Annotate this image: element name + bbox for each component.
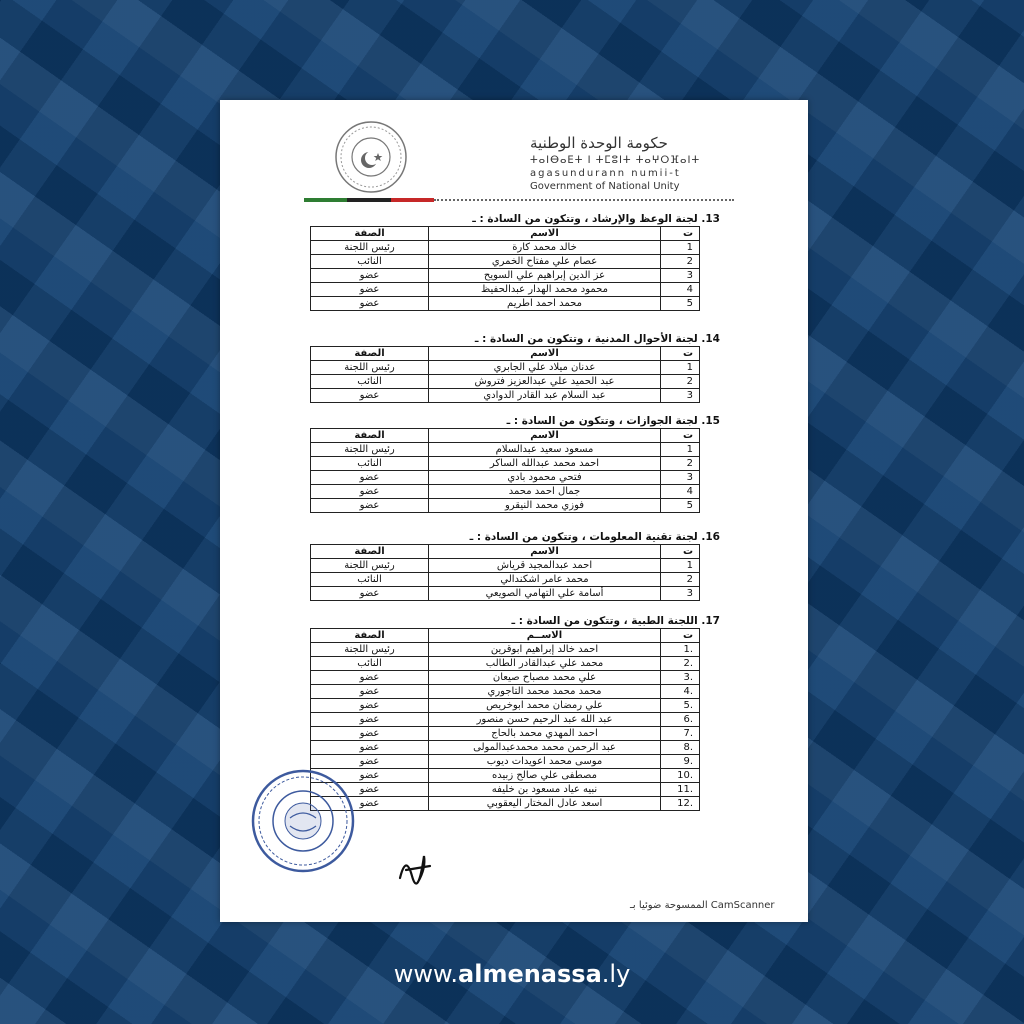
row-role: النائب xyxy=(311,573,429,587)
row-name: احمد عبدالمجيد قرياش xyxy=(429,559,661,573)
gov-name-arabic: حكومة الوحدة الوطنية xyxy=(530,134,668,152)
table-row xyxy=(311,443,700,457)
flag-black-stripe xyxy=(347,198,390,202)
col-header-num: ت xyxy=(661,629,700,643)
row-role: رئيس اللجنة xyxy=(311,361,429,375)
row-num: 1 xyxy=(661,443,700,457)
row-name: عصام علي مفتاح الخمري xyxy=(429,255,661,269)
row-role: النائب xyxy=(311,255,429,269)
table-row xyxy=(311,559,700,573)
row-role: عضو xyxy=(311,389,429,403)
site-url[interactable] xyxy=(0,960,1024,988)
url-suffix: .ly xyxy=(601,960,631,988)
row-name: أسامة علي التهامي الصويعي xyxy=(429,587,661,601)
row-num: 5 xyxy=(661,499,700,513)
row-num: .7 xyxy=(661,727,700,741)
row-name: نبيه عياد مسعود بن خليفه xyxy=(429,783,661,797)
table-header-row xyxy=(311,545,700,559)
header-divider xyxy=(434,199,734,201)
row-role: عضو xyxy=(311,283,429,297)
committee-section-13 xyxy=(310,212,720,311)
row-role: رئيس اللجنة xyxy=(311,559,429,573)
row-num: .2 xyxy=(661,657,700,671)
row-num: .5 xyxy=(661,699,700,713)
row-role: رئيس اللجنة xyxy=(311,643,429,657)
government-emblem-icon xyxy=(334,120,408,194)
row-role: عضو xyxy=(311,699,429,713)
table-row xyxy=(311,713,700,727)
row-num: 2 xyxy=(661,255,700,269)
flag-red-stripe xyxy=(391,198,434,202)
section-title: 16. لجنة تقنية المعلومات ، وتتكون من السادة : ـ xyxy=(469,531,720,543)
table-row xyxy=(311,375,700,389)
row-num: 1 xyxy=(661,361,700,375)
table-row xyxy=(311,255,700,269)
row-num: 2 xyxy=(661,375,700,389)
row-name: عدنان ميلاد علي الجابري xyxy=(429,361,661,375)
row-name: فوزي محمد النيقرو xyxy=(429,499,661,513)
row-num: .11 xyxy=(661,783,700,797)
col-header-role: الصفة xyxy=(311,629,429,643)
row-num: .12 xyxy=(661,797,700,811)
row-num: .6 xyxy=(661,713,700,727)
row-role: النائب xyxy=(311,375,429,389)
col-header-role: الصفة xyxy=(311,227,429,241)
row-role: عضو xyxy=(311,485,429,499)
committee-section-16 xyxy=(310,530,720,601)
col-header-role: الصفة xyxy=(311,429,429,443)
table-header-row xyxy=(311,347,700,361)
committee-table xyxy=(310,226,700,311)
table-header-row xyxy=(311,227,700,241)
row-role: عضو xyxy=(311,269,429,283)
row-num: .3 xyxy=(661,671,700,685)
col-header-role: الصفة xyxy=(311,347,429,361)
row-name: عبد الله عبد الرحيم حسن منصور xyxy=(429,713,661,727)
row-name: جمال احمد محمد xyxy=(429,485,661,499)
row-num: .1 xyxy=(661,643,700,657)
row-role: عضو xyxy=(311,587,429,601)
row-name: علي رمضان محمد ابوخريص xyxy=(429,699,661,713)
section-title: 13. لجنة الوعظ والإرشاد ، وتتكون من السادة : ـ xyxy=(472,213,720,225)
row-role: عضو xyxy=(311,713,429,727)
table-row xyxy=(311,361,700,375)
row-num: 2 xyxy=(661,573,700,587)
table-row xyxy=(311,573,700,587)
row-name: محمد محمد محمد التاجوري xyxy=(429,685,661,699)
row-num: 3 xyxy=(661,471,700,485)
col-header-num: ت xyxy=(661,347,700,361)
col-header-name: الاسم xyxy=(429,347,661,361)
scanner-watermark: الممسوحة ضوئيا بـ CamScanner xyxy=(630,900,775,911)
row-role: عضو xyxy=(311,297,429,311)
committee-table xyxy=(310,544,700,601)
row-role: عضو xyxy=(311,741,429,755)
row-name: احمد محمد عبدالله الساكر xyxy=(429,457,661,471)
row-num: .8 xyxy=(661,741,700,755)
row-role: عضو xyxy=(311,755,429,769)
section-title: 15. لجنة الجوازات ، وتتكون من السادة : ـ xyxy=(506,415,720,427)
url-brand: almenassa xyxy=(458,960,602,988)
row-name: محمد علي عبدالقادر الطالب xyxy=(429,657,661,671)
row-num: .4 xyxy=(661,685,700,699)
committee-section-17 xyxy=(310,614,720,811)
row-name: موسى محمد اعويدات ديوب xyxy=(429,755,661,769)
row-name: عز الدين إبراهيم علي السويح xyxy=(429,269,661,283)
row-num: 4 xyxy=(661,283,700,297)
table-header-row xyxy=(311,429,700,443)
row-role: عضو xyxy=(311,671,429,685)
col-header-name: الاسم xyxy=(429,227,661,241)
table-row xyxy=(311,727,700,741)
row-role: عضو xyxy=(311,471,429,485)
col-header-num: ت xyxy=(661,227,700,241)
row-role: النائب xyxy=(311,457,429,471)
row-name: عبد السلام عبد القادر الدوادي xyxy=(429,389,661,403)
row-role: عضو xyxy=(311,499,429,513)
table-row xyxy=(311,471,700,485)
row-name: فتحي محمود بادي xyxy=(429,471,661,485)
col-header-name: الاسم xyxy=(429,429,661,443)
table-row xyxy=(311,297,700,311)
row-num: .9 xyxy=(661,755,700,769)
table-row xyxy=(311,499,700,513)
table-row xyxy=(311,457,700,471)
gov-name-tifinagh: ⵜⴰⵏⴱⴰⴹⵜ ⵏ ⵜⵎⵓⵏⵜ ⵜⴰⵖⵔⴼⴰⵏⵜ xyxy=(530,155,701,166)
col-header-num: ت xyxy=(661,429,700,443)
committee-table xyxy=(310,628,700,811)
gov-name-latin: agasundurann numii-t xyxy=(530,168,681,179)
table-row xyxy=(311,485,700,499)
row-name: عبد الرحمن محمد محمدعبدالمولى xyxy=(429,741,661,755)
flag-band xyxy=(304,198,434,202)
committee-section-14 xyxy=(310,332,720,403)
row-role: عضو xyxy=(311,783,429,797)
row-role: رئيس اللجنة xyxy=(311,443,429,457)
row-name: مسعود سعيد عبدالسلام xyxy=(429,443,661,457)
row-num: .10 xyxy=(661,769,700,783)
document-page xyxy=(220,100,808,922)
row-name: احمد المهدي محمد بالحاج xyxy=(429,727,661,741)
table-row xyxy=(311,769,700,783)
row-num: 3 xyxy=(661,587,700,601)
row-name: علي محمد مصباح صيعان xyxy=(429,671,661,685)
row-name: محمد عامر اشكندالي xyxy=(429,573,661,587)
section-title: 14. لجنة الأحوال المدنية ، وتتكون من السادة : ـ xyxy=(474,333,720,345)
signature-icon xyxy=(396,848,436,886)
row-name: عبد الحميد علي عبدالعزيز فتروش xyxy=(429,375,661,389)
committee-table xyxy=(310,428,700,513)
flag-green-stripe xyxy=(304,198,347,202)
row-role: النائب xyxy=(311,657,429,671)
table-row xyxy=(311,797,700,811)
row-name: محمود محمد الهدار عبدالحفيظ xyxy=(429,283,661,297)
section-title: 17. اللجنة الطبية ، وتتكون من السادة : ـ xyxy=(511,615,720,627)
table-row xyxy=(311,283,700,297)
row-name: محمد احمد اطريم xyxy=(429,297,661,311)
row-num: 4 xyxy=(661,485,700,499)
col-header-role: الصفة xyxy=(311,545,429,559)
committee-table xyxy=(310,346,700,403)
row-num: 3 xyxy=(661,269,700,283)
table-row xyxy=(311,643,700,657)
row-num: 5 xyxy=(661,297,700,311)
committee-section-15 xyxy=(310,414,720,513)
row-role: عضو xyxy=(311,769,429,783)
row-name: اسعد عادل المختار اليعقوبي xyxy=(429,797,661,811)
table-row xyxy=(311,783,700,797)
row-role: عضو xyxy=(311,685,429,699)
table-row xyxy=(311,685,700,699)
col-header-num: ت xyxy=(661,545,700,559)
table-row xyxy=(311,657,700,671)
row-num: 3 xyxy=(661,389,700,403)
table-row xyxy=(311,241,700,255)
row-role: عضو xyxy=(311,797,429,811)
row-num: 2 xyxy=(661,457,700,471)
table-row xyxy=(311,389,700,403)
row-name: خالد محمد كارة xyxy=(429,241,661,255)
row-role: عضو xyxy=(311,727,429,741)
gov-name-english: Government of National Unity xyxy=(530,181,680,192)
row-num: 1 xyxy=(661,559,700,573)
table-row xyxy=(311,269,700,283)
official-stamp-icon xyxy=(250,768,356,874)
row-name: احمد خالد إبراهيم ابوقرين xyxy=(429,643,661,657)
url-prefix: www. xyxy=(393,960,459,988)
col-header-name: الاسم xyxy=(429,545,661,559)
row-role: رئيس اللجنة xyxy=(311,241,429,255)
table-row xyxy=(311,699,700,713)
col-header-name: الاســم xyxy=(429,629,661,643)
table-header-row xyxy=(311,629,700,643)
row-name: مصطفى علي صالح زبيده xyxy=(429,769,661,783)
government-header xyxy=(530,134,730,192)
table-row xyxy=(311,741,700,755)
row-num: 1 xyxy=(661,241,700,255)
table-row xyxy=(311,755,700,769)
table-row xyxy=(311,587,700,601)
table-row xyxy=(311,671,700,685)
